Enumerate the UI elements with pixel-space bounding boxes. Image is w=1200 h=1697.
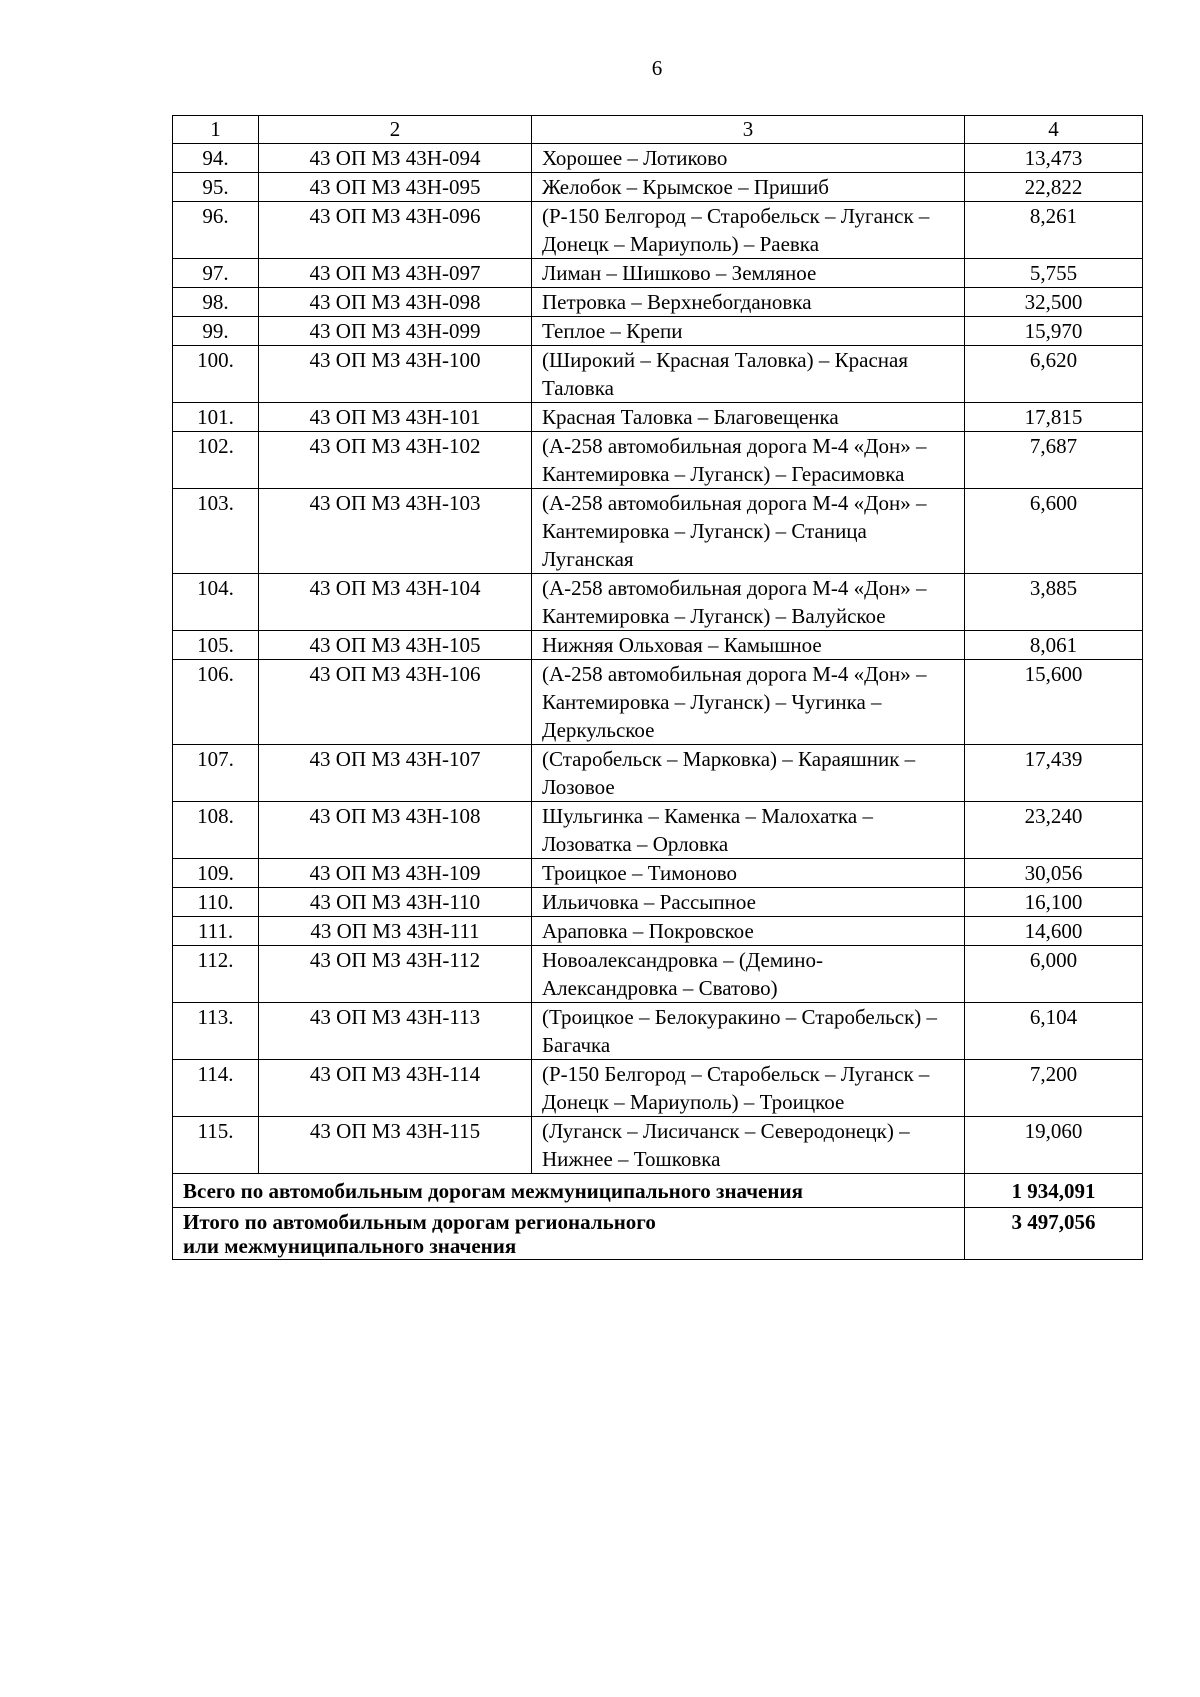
road-length: 17,439 xyxy=(965,745,1143,802)
road-length: 17,815 xyxy=(965,403,1143,432)
table-row xyxy=(173,288,1143,317)
table-row xyxy=(173,745,1143,802)
table-row xyxy=(173,660,1143,745)
road-name: Хорошее – Лотиково xyxy=(532,144,965,173)
total-intermunicipal-value: 1 934,091 xyxy=(965,1174,1143,1208)
road-id: 43 ОП МЗ 43Н-105 xyxy=(259,631,532,660)
table-row xyxy=(173,202,1143,259)
road-length: 15,600 xyxy=(965,660,1143,745)
row-number: 98. xyxy=(173,288,259,317)
road-name: (Р-150 Белгород – Старобельск – Луганск – Донецк – Мариуполь) – Раевка xyxy=(532,202,965,259)
road-id: 43 ОП МЗ 43Н-108 xyxy=(259,802,532,859)
road-name: (А-258 автомобильная дорога М-4 «Дон» – Кантемировка – Луганск) – Чугинка – Деркульское xyxy=(532,660,965,745)
table-row xyxy=(173,489,1143,574)
road-id: 43 ОП МЗ 43Н-097 xyxy=(259,259,532,288)
road-length: 19,060 xyxy=(965,1117,1143,1174)
road-name: Красная Таловка – Благовещенка xyxy=(532,403,965,432)
table-row xyxy=(173,917,1143,946)
row-number: 112. xyxy=(173,946,259,1003)
road-length: 32,500 xyxy=(965,288,1143,317)
row-number: 107. xyxy=(173,745,259,802)
row-number: 113. xyxy=(173,1003,259,1060)
table-row xyxy=(173,346,1143,403)
road-length: 6,104 xyxy=(965,1003,1143,1060)
row-number: 96. xyxy=(173,202,259,259)
row-number: 109. xyxy=(173,859,259,888)
total-regional-label xyxy=(173,1208,965,1260)
table-row xyxy=(173,1117,1143,1174)
road-name: Теплое – Крепи xyxy=(532,317,965,346)
road-name: Нижняя Ольховая – Камышное xyxy=(532,631,965,660)
road-id: 43 ОП МЗ 43Н-111 xyxy=(259,917,532,946)
table-row xyxy=(173,144,1143,173)
row-number: 106. xyxy=(173,660,259,745)
road-id: 43 ОП МЗ 43Н-095 xyxy=(259,173,532,202)
total-regional-value: 3 497,056 xyxy=(965,1208,1143,1260)
table-row xyxy=(173,802,1143,859)
road-name: Желобок – Крымское – Пришиб xyxy=(532,173,965,202)
road-id: 43 ОП МЗ 43Н-115 xyxy=(259,1117,532,1174)
header-col-4: 4 xyxy=(965,116,1143,144)
road-name: Троицкое – Тимоново xyxy=(532,859,965,888)
road-id: 43 ОП МЗ 43Н-101 xyxy=(259,403,532,432)
header-col-2: 2 xyxy=(259,116,532,144)
road-name: (А-258 автомобильная дорога М-4 «Дон» – Кантемировка – Луганск) – Валуйское xyxy=(532,574,965,631)
total-regional-label-line1: Итого по автомобильным дорогам регионального xyxy=(183,1210,656,1234)
row-number: 110. xyxy=(173,888,259,917)
road-length: 7,200 xyxy=(965,1060,1143,1117)
table-row xyxy=(173,1003,1143,1060)
road-length: 16,100 xyxy=(965,888,1143,917)
total-regional-label-line2: или межмуниципального значения xyxy=(183,1234,517,1258)
road-name: (Троицкое – Белокуракино – Старобельск) – Багачка xyxy=(532,1003,965,1060)
road-length: 14,600 xyxy=(965,917,1143,946)
road-length: 6,620 xyxy=(965,346,1143,403)
road-length: 8,261 xyxy=(965,202,1143,259)
road-id: 43 ОП МЗ 43Н-113 xyxy=(259,1003,532,1060)
road-length: 23,240 xyxy=(965,802,1143,859)
table-row xyxy=(173,317,1143,346)
total-intermunicipal-row xyxy=(173,1174,1143,1208)
road-id: 43 ОП МЗ 43Н-114 xyxy=(259,1060,532,1117)
table-header-row xyxy=(173,116,1143,144)
header-col-3: 3 xyxy=(532,116,965,144)
row-number: 104. xyxy=(173,574,259,631)
row-number: 115. xyxy=(173,1117,259,1174)
road-id: 43 ОП МЗ 43Н-110 xyxy=(259,888,532,917)
road-name: Шульгинка – Каменка – Малохатка – Лозоватка – Орловка xyxy=(532,802,965,859)
road-id: 43 ОП МЗ 43Н-106 xyxy=(259,660,532,745)
table-row xyxy=(173,403,1143,432)
road-id: 43 ОП МЗ 43Н-094 xyxy=(259,144,532,173)
road-length: 13,473 xyxy=(965,144,1143,173)
road-name: Ильичовка – Рассыпное xyxy=(532,888,965,917)
road-id: 43 ОП МЗ 43Н-104 xyxy=(259,574,532,631)
table-row xyxy=(173,432,1143,489)
total-intermunicipal-label: Всего по автомобильным дорогам межмуниципального значения xyxy=(173,1174,965,1208)
road-name: Петровка – Верхнебогдановка xyxy=(532,288,965,317)
road-id: 43 ОП МЗ 43Н-100 xyxy=(259,346,532,403)
table-row xyxy=(173,859,1143,888)
road-length: 15,970 xyxy=(965,317,1143,346)
table-row xyxy=(173,1060,1143,1117)
row-number: 114. xyxy=(173,1060,259,1117)
table-row xyxy=(173,888,1143,917)
roads-table xyxy=(172,115,1143,1260)
road-name: (Луганск – Лисичанск – Северодонецк) – Нижнее – Тошковка xyxy=(532,1117,965,1174)
road-id: 43 ОП МЗ 43Н-096 xyxy=(259,202,532,259)
page-number: 6 xyxy=(651,56,663,80)
road-id: 43 ОП МЗ 43Н-099 xyxy=(259,317,532,346)
road-id: 43 ОП МЗ 43Н-112 xyxy=(259,946,532,1003)
row-number: 97. xyxy=(173,259,259,288)
road-length: 5,755 xyxy=(965,259,1143,288)
table-row xyxy=(173,574,1143,631)
road-length: 3,885 xyxy=(965,574,1143,631)
row-number: 99. xyxy=(173,317,259,346)
road-name: (А-258 автомобильная дорога М-4 «Дон» – Кантемировка – Луганск) – Герасимовка xyxy=(532,432,965,489)
road-name: Лиман – Шишково – Земляное xyxy=(532,259,965,288)
row-number: 108. xyxy=(173,802,259,859)
table-row xyxy=(173,631,1143,660)
road-name: (А-258 автомобильная дорога М-4 «Дон» – Кантемировка – Луганск) – Станица Луганская xyxy=(532,489,965,574)
road-length: 8,061 xyxy=(965,631,1143,660)
table-row xyxy=(173,173,1143,202)
road-length: 22,822 xyxy=(965,173,1143,202)
road-id: 43 ОП МЗ 43Н-109 xyxy=(259,859,532,888)
row-number: 105. xyxy=(173,631,259,660)
row-number: 94. xyxy=(173,144,259,173)
road-id: 43 ОП МЗ 43Н-098 xyxy=(259,288,532,317)
row-number: 95. xyxy=(173,173,259,202)
row-number: 100. xyxy=(173,346,259,403)
road-name: (Р-150 Белгород – Старобельск – Луганск – Донецк – Мариуполь) – Троицкое xyxy=(532,1060,965,1117)
table-row xyxy=(173,259,1143,288)
table-row xyxy=(173,946,1143,1003)
totals-body xyxy=(173,1174,1143,1260)
road-name: Араповка – Покровское xyxy=(532,917,965,946)
row-number: 102. xyxy=(173,432,259,489)
road-length: 6,600 xyxy=(965,489,1143,574)
road-name: (Старобельск – Марковка) – Караяшник – Лозовое xyxy=(532,745,965,802)
road-length: 30,056 xyxy=(965,859,1143,888)
road-length: 7,687 xyxy=(965,432,1143,489)
road-name: Новоалександровка – (Демино-Александровка – Сватово) xyxy=(532,946,965,1003)
road-length: 6,000 xyxy=(965,946,1143,1003)
row-number: 111. xyxy=(173,917,259,946)
table-body xyxy=(173,116,1143,1174)
road-id: 43 ОП МЗ 43Н-102 xyxy=(259,432,532,489)
road-id: 43 ОП МЗ 43Н-107 xyxy=(259,745,532,802)
road-id: 43 ОП МЗ 43Н-103 xyxy=(259,489,532,574)
row-number: 103. xyxy=(173,489,259,574)
road-name: (Широкий – Красная Таловка) – Красная Таловка xyxy=(532,346,965,403)
row-number: 101. xyxy=(173,403,259,432)
total-regional-row xyxy=(173,1208,1143,1260)
header-col-1: 1 xyxy=(173,116,259,144)
